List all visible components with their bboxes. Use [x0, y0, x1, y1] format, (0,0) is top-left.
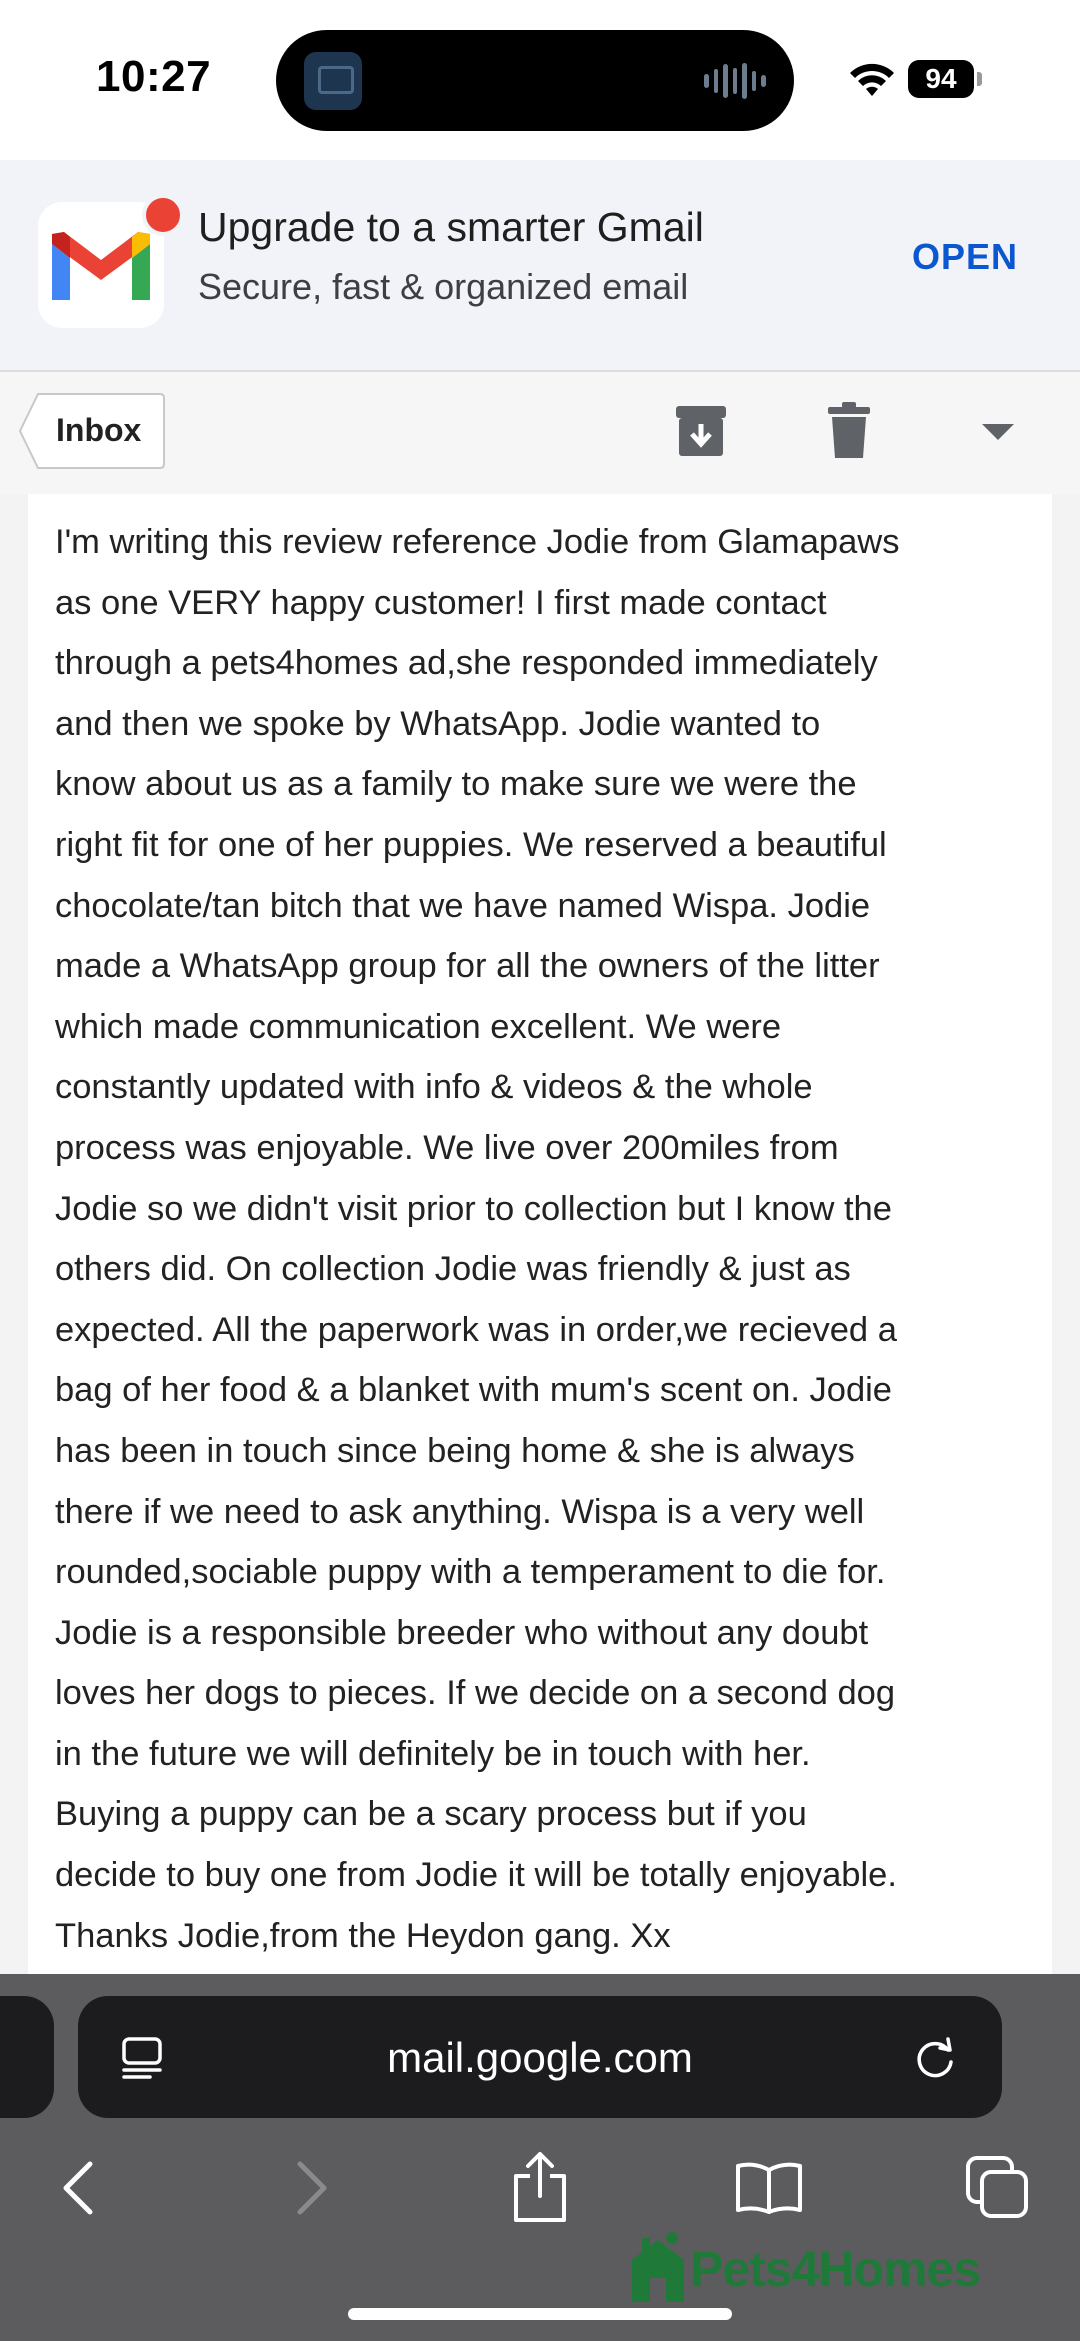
email-line: constantly updated with info & videos & the whole: [55, 1068, 813, 1107]
trash-icon[interactable]: [828, 402, 870, 458]
url-text[interactable]: mail.google.com: [387, 2034, 693, 2081]
address-bar[interactable]: [78, 1996, 1002, 2118]
forward-icon[interactable]: [292, 2158, 332, 2218]
email-line: know about us as a family to make sure we were the: [55, 765, 857, 804]
back-button-label: Inbox: [56, 412, 142, 448]
email-line: Jodie so we didn't visit prior to collection but I know the: [55, 1189, 892, 1228]
email-body-text: [55, 512, 1055, 1966]
email-line: through a pets4homes ad,she responded immediately: [55, 644, 878, 683]
reload-icon[interactable]: [912, 2034, 958, 2080]
email-line: bag of her food & a blanket with mum's scent on. Jodie: [55, 1371, 892, 1410]
email-line: right fit for one of her puppies. We reserved a beautiful: [55, 825, 887, 864]
status-bar: [0, 0, 1080, 160]
email-line: others did. On collection Jodie was friendly & just as: [55, 1250, 851, 1289]
open-app-button[interactable]: OPEN: [912, 236, 1019, 277]
email-line: process was enjoyable. We live over 200miles from: [55, 1128, 839, 1167]
email-line: rounded,sociable puppy with a temperament to die for.: [55, 1553, 886, 1592]
audio-waveform-icon: [704, 62, 766, 100]
battery-level: 94: [908, 60, 974, 98]
share-icon[interactable]: [510, 2150, 570, 2224]
email-line: Thanks Jodie,from the Heydon gang. Xx: [55, 1916, 671, 1955]
email-message-card: [28, 494, 1052, 1974]
email-line: has been in touch since being home & she is always: [55, 1431, 855, 1470]
email-line: in the future we will definitely be in touch with her.: [55, 1734, 811, 1773]
browser-bottom-bar: [0, 1974, 1080, 2341]
archive-icon[interactable]: [674, 402, 728, 458]
email-line: as one VERY happy customer! I first made contact: [55, 583, 827, 622]
email-scroll-area[interactable]: [0, 494, 1080, 1974]
email-line: Jodie is a responsible breeder who without any doubt: [55, 1613, 869, 1652]
banner-title: Upgrade to a smarter Gmail: [198, 204, 704, 250]
email-line: decide to buy one from Jodie it will be totally enjoyable.: [55, 1856, 897, 1895]
wifi-icon: [848, 60, 896, 100]
battery-tip: [977, 72, 982, 86]
previous-tab-peek[interactable]: [0, 1996, 54, 2118]
email-line: there if we need to ask anything. Wispa is a very well: [55, 1492, 865, 1531]
live-activity-app-icon: [304, 52, 362, 110]
pets4homes-watermark: [628, 2230, 1008, 2306]
tabs-icon[interactable]: [964, 2154, 1030, 2220]
pets4homes-logo-icon: [628, 2230, 688, 2306]
home-indicator[interactable]: [348, 2308, 732, 2320]
banner-subtitle: Secure, fast & organized email: [198, 266, 689, 307]
email-line: which made communication excellent. We were: [55, 1007, 782, 1046]
dynamic-island[interactable]: [276, 30, 794, 131]
watermark-text: Pets4Homes: [690, 2241, 981, 2297]
gmail-upgrade-banner[interactable]: [0, 160, 1080, 372]
email-line: chocolate/tan bitch that we have named Wispa. Jodie: [55, 886, 871, 925]
status-time: 10:27: [96, 52, 212, 101]
back-icon[interactable]: [58, 2158, 98, 2218]
email-line: loves her dogs to pieces. If we decide on a second dog: [55, 1674, 896, 1713]
notification-dot: [142, 194, 184, 236]
email-line: and then we spoke by WhatsApp. Jodie wanted to: [55, 704, 821, 743]
email-line: made a WhatsApp group for all the owners of the litter: [55, 947, 880, 986]
email-line: Buying a puppy can be a scary process but if you: [55, 1795, 807, 1834]
email-toolbar: [0, 372, 1080, 496]
chevron-down-icon[interactable]: [980, 422, 1016, 442]
bookmarks-icon[interactable]: [734, 2160, 804, 2216]
email-line: expected. All the paperwork was in order,we recieved a: [55, 1310, 897, 1349]
back-to-inbox-button[interactable]: [18, 392, 166, 470]
email-line: I'm writing this review reference Jodie from Glamapaws: [55, 523, 900, 561]
